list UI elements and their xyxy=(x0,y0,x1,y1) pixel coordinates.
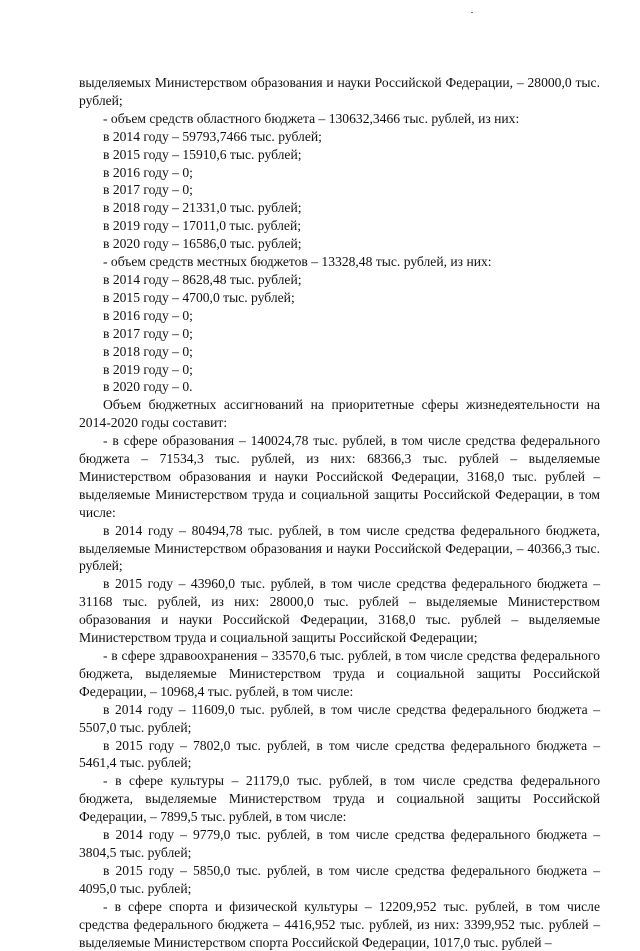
paragraph-education: - в сфере образования – 140024,78 тыс. рублей, в том числе средства федерального бюджета – 71534,3 тыс. рублей, из них: 68366,3 тыс. рублей – выделяемые Министерством образования и науки Российской Федерации, 3168,0 тыс. рублей – выделяемые Министерством труда и социальной защиты Российской Федерации, в том числе: xyxy=(79,433,600,520)
paragraph-healthcare: - в сфере здравоохранения – 33570,6 тыс. рублей, в том числе средства федерального бюджета, выделяемые Министерством труда и социальной защиты Российской Федерации, – 10968,4 тыс. рублей, в том числе: xyxy=(79,648,600,699)
paragraph-healthcare-2015: в 2015 году – 7802,0 тыс. рублей, в том числе средства федерального бюджета – 5461,4 тыс. рублей; xyxy=(79,737,600,771)
paragraph-priority-spheres: Объем бюджетных ассигнований на приоритетные сферы жизнедеятельности на 2014-2020 годы составит: xyxy=(79,397,600,431)
regional-year-2020: в 2020 году – 16586,0 тыс. рублей; xyxy=(103,236,302,252)
local-year-2015: в 2015 году – 4700,0 тыс. рублей; xyxy=(103,289,295,305)
paragraph-regional-budget: - объем средств областного бюджета – 130632,3466 тыс. рублей, из них: xyxy=(103,110,520,126)
local-year-2018: в 2018 году – 0; xyxy=(103,343,193,359)
regional-year-2019: в 2019 году – 17011,0 тыс. рублей; xyxy=(103,218,302,234)
regional-year-2016: в 2016 году – 0; xyxy=(103,164,193,180)
local-year-2019: в 2019 году – 0; xyxy=(103,361,193,377)
paragraph-local-budget: - объем средств местных бюджетов – 13328,48 тыс. рублей, из них: xyxy=(103,254,492,270)
paragraph-education-2015: в 2015 году – 43960,0 тыс. рублей, в том числе средства федерального бюджета – 31168 тыс. рублей, из них: 28000,0 тыс. рублей – выделяемые Министерством образования и науки Российской Федерации, 3168,0 тыс. рублей – выделяемые Министерством труда и социальной защиты Российской Федерации; xyxy=(79,576,600,646)
local-year-2016: в 2016 году – 0; xyxy=(103,307,193,323)
regional-year-2015: в 2015 году – 15910,6 тыс. рублей; xyxy=(103,146,302,162)
paragraph-education-2014: в 2014 году – 80494,78 тыс. рублей, в том числе средства федерального бюджета, выделяемые Министерством образования и науки Российской Федерации, – 40366,3 тыс. рублей; xyxy=(79,522,600,574)
regional-year-2014: в 2014 году – 59793,7466 тыс. рублей; xyxy=(103,128,322,144)
local-year-2014: в 2014 году – 8628,48 тыс. рублей; xyxy=(103,271,302,287)
scan-speck xyxy=(471,12,473,13)
paragraph-culture: - в сфере культуры – 21179,0 тыс. рублей, в том числе средства федерального бюджета, выделяемые Министерством труда и социальной защиты Российской Федерации, – 7899,5 тыс. рублей, в том числе: xyxy=(79,773,600,825)
regional-year-2018: в 2018 году – 21331,0 тыс. рублей; xyxy=(103,200,302,216)
paragraph-1: выделяемых Министерством образования и науки Российской Федерации, – 28000,0 тыс. рублей; xyxy=(79,75,600,108)
local-year-2017: в 2017 году – 0; xyxy=(103,325,193,341)
paragraph-culture-2015: в 2015 году – 5850,0 тыс. рублей, в том числе средства федерального бюджета – 4095,0 тыс. рублей; xyxy=(79,862,600,896)
paragraph-sport: - в сфере спорта и физической культуры – 12209,952 тыс. рублей, в том числе средства федерального бюджета – 4416,952 тыс. рублей, из них: 3399,952 тыс. рублей – выделяемые Министерством спорта Российской Федерации, 1017,0 тыс. рублей – xyxy=(79,898,600,950)
paragraph-culture-2014: в 2014 году – 9779,0 тыс. рублей, в том числе средства федерального бюджета – 3804,5 тыс. рублей; xyxy=(79,827,600,860)
paragraph-healthcare-2014: в 2014 году – 11609,0 тыс. рублей, в том числе средства федерального бюджета – 5507,0 тыс. рублей; xyxy=(79,701,600,735)
local-year-2020: в 2020 году – 0. xyxy=(103,379,193,395)
regional-year-2017: в 2017 году – 0; xyxy=(103,182,193,198)
document-body xyxy=(79,74,600,951)
